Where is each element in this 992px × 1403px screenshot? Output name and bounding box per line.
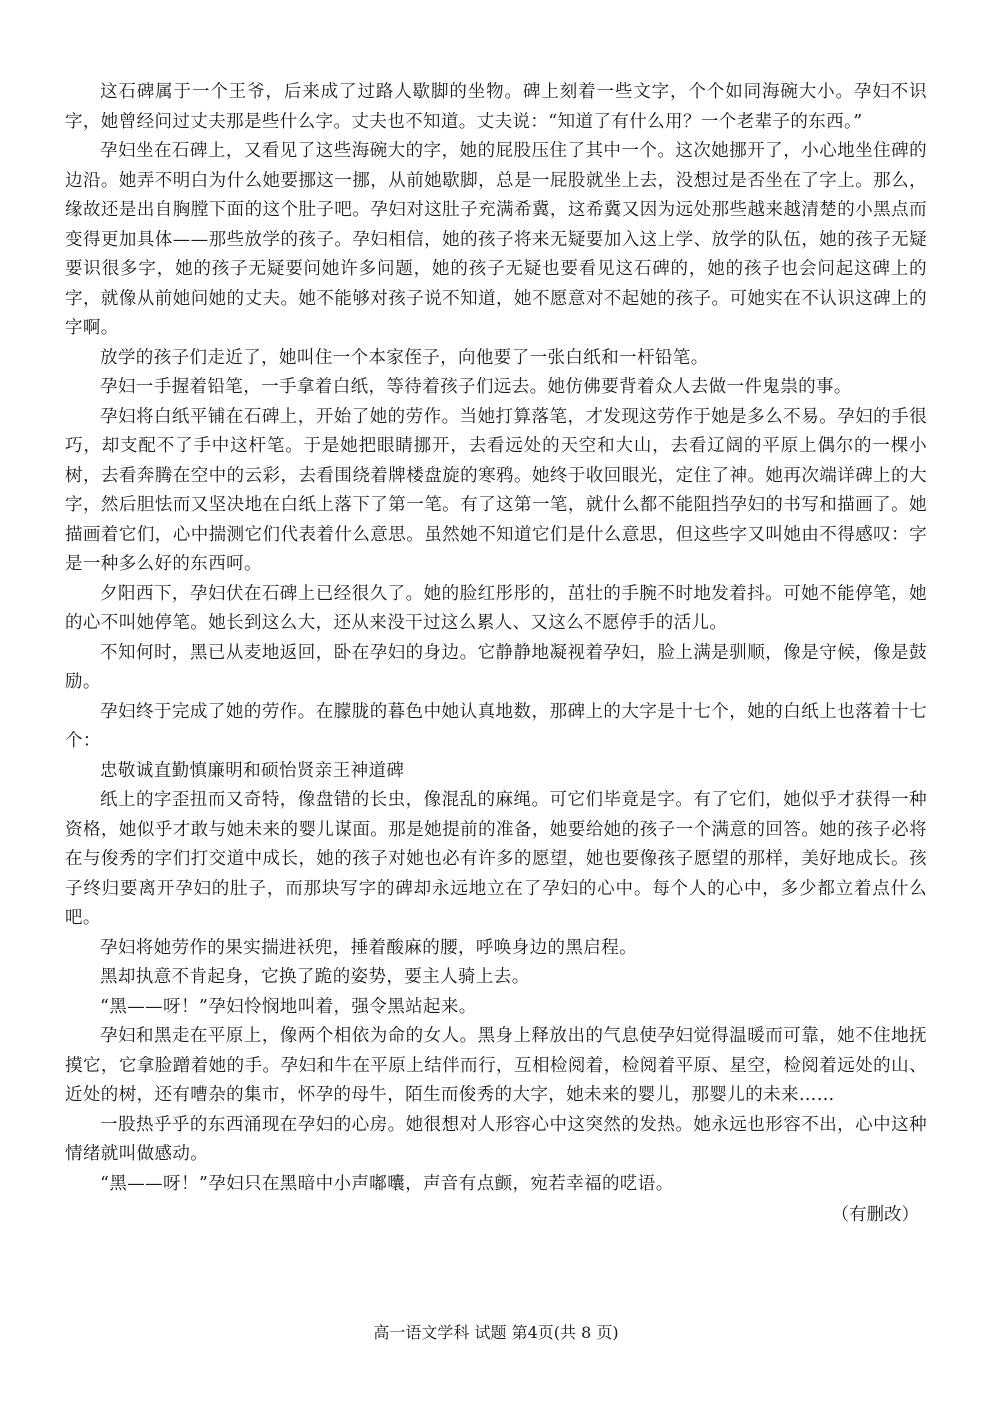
abridged-note: （有删改） [831, 1205, 919, 1225]
paragraph: 一股热乎乎的东西涌现在孕妇的心房。她很想对人形容心中这突然的发热。她永远也形容不出，心中这种情绪就叫做感动。 [65, 1114, 927, 1164]
article-body [65, 78, 927, 1231]
paragraph: 不知何时，黑已从麦地返回，卧在孕妇的身边。它静静地凝视着孕妇，脸上满是驯顺，像是守候，像是鼓励。 [65, 642, 927, 692]
paragraph: 纸上的字歪扭而又奇特，像盘错的长虫，像混乱的麻绳。可它们毕竟是字。有了它们，她似乎才获得一种资格，她似乎才敢与她未来的婴儿谋面。那是她提前的准备，她要给她的孩子一个满意的回答。她的孩子必将在与俊秀的字们打交道中成长，她的孩子对她也必有许多的愿望，她也要像孩子愿望的那样，美好地成长。孩子终归要离开孕妇的肚子，而那块写字的碑却永远地立在了孕妇的心中。每个人的心中，多少都立着点什么吧。 [65, 790, 927, 928]
paragraph: “黑——呀！”孕妇只在黑暗中小声嘟囔，声音有点颤，宛若幸福的呓语。 [100, 1173, 674, 1194]
page-footer: 高一语文学科 试题 第4页(共 8 页) [373, 1323, 619, 1342]
paragraph: 孕妇将白纸平铺在石碑上，开始了她的劳作。当她打算落笔，才发现这劳作于她是多么不易。孕妇的手很巧，却支配不了手中这杆笔。于是她把眼睛挪开，去看远处的天空和大山，去看辽阔的平原上偶尔的一棵小树，去看奔腾在空中的云彩，去看围绕着牌楼盘旋的寒鸦。她终于收回眼光，定住了神。她再次端详碑上的大字，然后胆怯而又坚决地在白纸上落下了第一笔。有了这第一笔，就什么都不能阻挡孕妇的书写和描画了。她描画着它们，心中揣测它们代表着什么意思。虽然她不知道它们是什么意思，但这些字又叫她由不得感叹：字是一种多么好的东西呵。 [65, 406, 927, 574]
paragraph: 孕妇坐在石碑上，又看见了这些海碗大的字，她的屁股压住了其中一个。这次她挪开了，小心地坐住碑的边沿。她弄不明白为什么她要挪这一挪，从前她歇脚，总是一屁股就坐上去，没想过是否坐在了字上。那么，缘故还是出自胸膛下面的这个肚子吧。孕妇对这肚子充满希冀，这希冀又因为远处那些越来越清楚的小黑点而变得更加具体——那些放学的孩子。孕妇相信，她的孩子将来无疑要加入这上学、放学的队伍，她的孩子无疑要识很多字，她的孩子无疑要问她许多问题，她的孩子无疑也要看见这石碑的，她的孩子也会问起这碑上的字，就像从前她问她的丈夫。她不能够对孩子说不知道，她不愿意对不起她的孩子。可她实在不认识这碑上的字啊。 [65, 141, 927, 338]
paragraph: 这石碑属于一个王爷，后来成了过路人歇脚的坐物。碑上刻着一些文字，个个如同海碗大小。孕妇不识字，她曾经问过丈夫那是些什么字。丈夫也不知道。丈夫说：“知道了有什么用？一个老辈子的东西。” [65, 82, 927, 132]
paragraph: 孕妇一手握着铅笔，一手拿着白纸，等待着孩子们远去。她仿佛要背着众人去做一件鬼祟的事。 [100, 377, 852, 397]
inscription-line: 忠敬诚直勤慎廉明和硕怡贤亲王神道碑 [100, 760, 405, 781]
paragraph: 放学的孩子们走近了，她叫住一个本家侄子，向他要了一张白纸和一杆铅笔。 [100, 347, 709, 368]
paragraph: 黑却执意不肯起身，它换了跪的姿势，要主人骑上去。 [100, 967, 530, 987]
paragraph: 孕妇终于完成了她的劳作。在朦胧的暮色中她认真地数，那碑上的大字是十七个，她的白纸上也落着十七个： [65, 701, 927, 751]
paragraph: 孕妇和黑走在平原上，像两个相依为命的女人。黑身上释放出的气息使孕妇觉得温暖而可靠，她不住地抚摸它，它拿脸蹭着她的手。孕妇和牛在平原上结伴而行，互相检阅着，检阅着平原、星空，检阅着远处的山、近处的树，还有嘈杂的集市，怀孕的母牛，陌生而俊秀的大字，她未来的婴儿，那婴儿的未来…… [65, 1026, 927, 1105]
paragraph: “黑——呀！”孕妇怜悯地叫着，强令黑站起来。 [100, 996, 477, 1017]
paragraph: 孕妇将她劳作的果实揣进袄兜，捶着酸麻的腰，呼唤身边的黑启程。 [100, 937, 637, 958]
paragraph: 夕阳西下，孕妇伏在石碑上已经很久了。她的脸红彤彤的，茁壮的手腕不时地发着抖。可她不能停笔，她的心不叫她停笔。她长到这么大，还从来没干过这么累人、又这么不愿停手的活儿。 [65, 583, 927, 633]
